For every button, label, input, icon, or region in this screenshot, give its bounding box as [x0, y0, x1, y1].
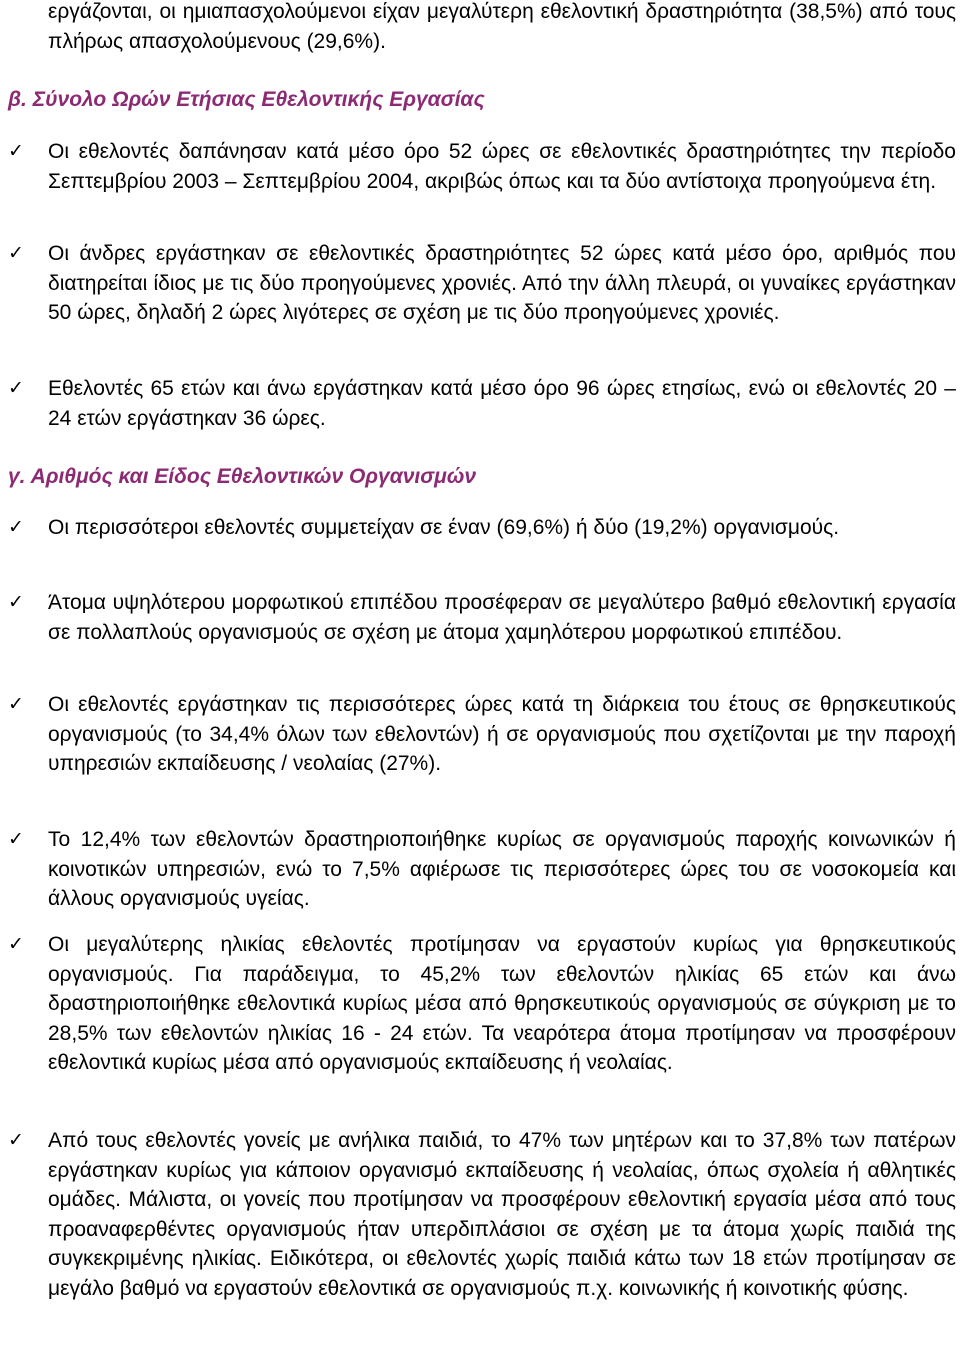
list-item	[8, 1126, 956, 1303]
list-item	[8, 239, 956, 328]
list-item	[8, 930, 956, 1078]
checkmark-icon: ✓	[8, 377, 24, 399]
bullet-text: Οι περισσότεροι εθελοντές συμμετείχαν σε έναν (69,6%) ή δύο (19,2%) οργανισμούς.	[48, 516, 840, 539]
list-item	[8, 137, 956, 196]
list-item	[8, 374, 956, 433]
bullet-text: Άτομα υψηλότερου μορφωτικού επιπέδου προσέφεραν σε μεγαλύτερο βαθμό εθελοντική εργασία σε πολλαπλούς οργανισμούς σε σχέση με άτομα χαμηλότερου μορφωτικού επιπέδου.	[48, 591, 956, 644]
checkmark-icon: ✓	[8, 933, 24, 955]
bullet-text: Εθελοντές 65 ετών και άνω εργάστηκαν κατά μέσο όρο 96 ώρες ετησίως, ενώ οι εθελοντές 20 – 24 ετών εργάστηκαν 36 ώρες.	[48, 377, 956, 430]
list-item	[8, 825, 956, 914]
checkmark-icon: ✓	[8, 516, 24, 538]
list-item	[8, 513, 956, 543]
list-item	[8, 690, 956, 779]
bullet-text: Οι εθελοντές δαπάνησαν κατά μέσο όρο 52 ώρες σε εθελοντικές δραστηριότητες την περίοδο Σεπτεμβρίου 2003 – Σεπτεμβρίου 2004, ακριβώς όπως και τα δύο αντίστοιχα προηγούμενα έτη.	[48, 140, 956, 193]
bullet-text: Οι εθελοντές εργάστηκαν τις περισσότερες ώρες κατά τη διάρκεια του έτους σε θρησκευτικούς οργανισμούς (το 34,4% όλων των εθελοντών) ή σε οργανισμούς που σχετίζονται με την παροχή υπηρεσιών εκπαίδευσης / νεολαίας (27%).	[48, 693, 956, 775]
checkmark-icon: ✓	[8, 1129, 24, 1151]
bullet-text: Το 12,4% των εθελοντών δραστηριοποιήθηκε κυρίως σε οργανισμούς παροχής κοινωνικών ή κοινοτικών υπηρεσιών, ενώ το 7,5% αφιέρωσε τις περισσότερες ώρες του σε νοσοκομεία και άλλους οργανισμούς υγείας.	[48, 828, 956, 910]
checkmark-icon: ✓	[8, 591, 24, 613]
checkmark-icon: ✓	[8, 242, 24, 264]
checkmark-icon: ✓	[8, 693, 24, 715]
section-b-heading: β. Σύνολο Ωρών Ετήσιας Εθελοντικής Εργασίας	[8, 88, 485, 111]
list-item	[8, 588, 956, 647]
checkmark-icon: ✓	[8, 140, 24, 162]
bullet-text: Οι άνδρες εργάστηκαν σε εθελοντικές δραστηριότητες 52 ώρες κατά μέσο όρο, αριθμός που διατηρείται ίδιος με τις δύο προηγούμενες χρονιές. Από την άλλη πλευρά, οι γυναίκες εργάστηκαν 50 ώρες, δηλαδή 2 ώρες λιγότερες σε σχέση με τις δύο προηγούμενες χρονιές.	[48, 242, 956, 324]
bullet-text: Από τους εθελοντές γονείς με ανήλικα παιδιά, το 47% των μητέρων και το 37,8% των πατέρων εργάστηκαν κυρίως για κάποιον οργανισμό εκπαίδευσης ή νεολαίας, όπως σχολεία ή αθλητικές ομάδες. Μάλιστα, οι γονείς που προτίμησαν να προσφέρουν εθελοντική εργασία μέσα από τους προαναφερθέντες οργανισμούς ήταν υπερδιπλάσιοι σε σχέση με τα άτομα χωρίς παιδιά της συγκεκριμένης ηλικίας. Ειδικότερα, οι εθελοντές χωρίς παιδιά κάτω των 18 ετών προτίμησαν σε μεγάλο βαθμό να εργαστούν εθελοντικά σε οργανισμούς π.χ. κοινωνικής ή κοινοτικής φύσης.	[48, 1129, 956, 1300]
intro-paragraph: εργάζονται, οι ημιαπασχολούμενοι είχαν μεγαλύτερη εθελοντική δραστηριότητα (38,5%) από τους πλήρως απασχολούμενους (29,6%).	[48, 0, 956, 53]
bullet-text: Οι μεγαλύτερης ηλικίας εθελοντές προτίμησαν να εργαστούν κυρίως για θρησκευτικούς οργανισμούς. Για παράδειγμα, το 45,2% των εθελοντών ηλικίας 65 ετών και άνω δραστηριοποιήθηκε εθελοντικά κυρίως μέσα από θρησκευτικούς οργανισμούς σε σύγκριση με το 28,5% των εθελοντών ηλικίας 16 - 24 ετών. Τα νεαρότερα άτομα προτίμησαν να προσφέρουν εθελοντικά κυρίως μέσα από οργανισμούς εκπαίδευσης ή νεολαίας.	[48, 933, 956, 1074]
checkmark-icon: ✓	[8, 828, 24, 850]
section-c-heading: γ. Αριθμός και Είδος Εθελοντικών Οργανισμών	[8, 465, 477, 488]
